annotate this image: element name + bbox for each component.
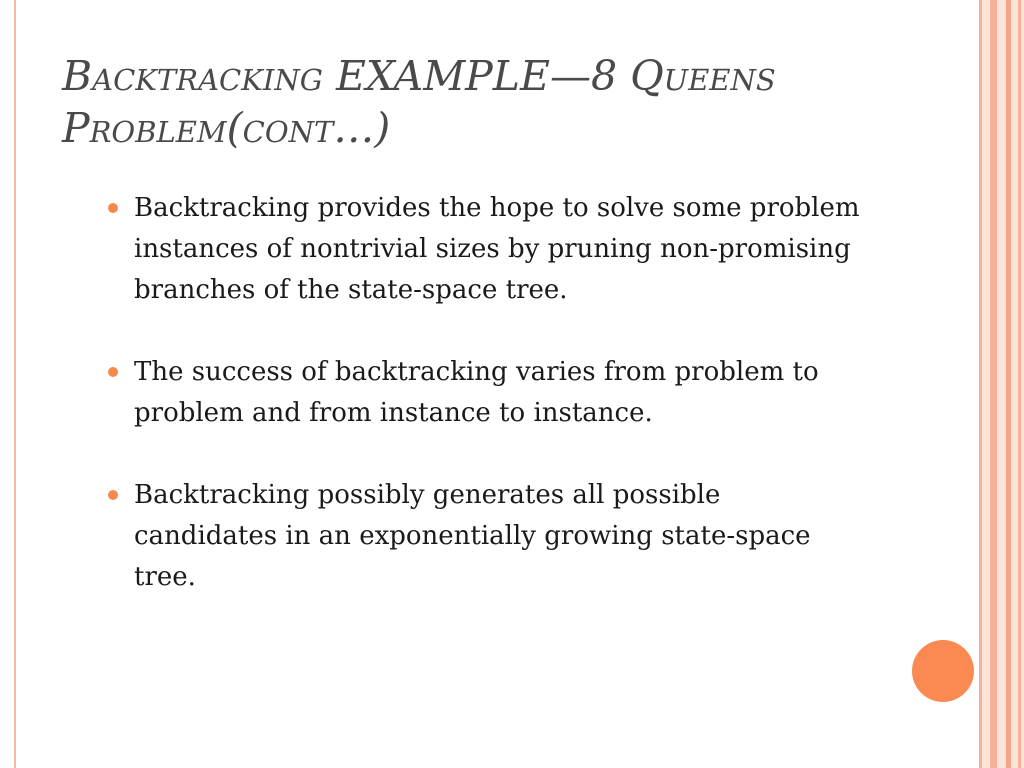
title-part-backtracking: Backtracking bbox=[62, 52, 336, 100]
bullet-item bbox=[108, 352, 868, 434]
bullet-dot-icon bbox=[108, 367, 118, 377]
bullet-item bbox=[108, 188, 868, 311]
right-stripe bbox=[979, 0, 982, 768]
title-part-example: EXAMPLE bbox=[335, 52, 550, 100]
right-stripe bbox=[990, 0, 997, 768]
bullet-item bbox=[108, 475, 868, 598]
slide-title bbox=[62, 50, 942, 154]
bullet-text: The success of backtracking varies from problem to problem and from instance to instance. bbox=[134, 357, 819, 428]
bullet-list bbox=[108, 188, 868, 639]
bullet-text: Backtracking possibly generates all possible candidates in an exponentially growing state-space tree. bbox=[134, 480, 811, 592]
bullet-dot-icon bbox=[108, 203, 118, 213]
title-part-problem: Problem(cont…) bbox=[62, 104, 391, 152]
orange-circle-decoration bbox=[912, 640, 974, 702]
right-stripe bbox=[1006, 0, 1011, 768]
title-part-dash: —8 bbox=[549, 52, 631, 100]
left-border-line bbox=[14, 0, 16, 768]
title-part-queens: Queens bbox=[630, 52, 776, 100]
bullet-dot-icon bbox=[108, 490, 118, 500]
bullet-text: Backtracking provides the hope to solve some problem instances of nontrivial sizes by pruning non-promising branches of the state-space tree. bbox=[134, 193, 860, 305]
right-stripe bbox=[1018, 0, 1021, 768]
